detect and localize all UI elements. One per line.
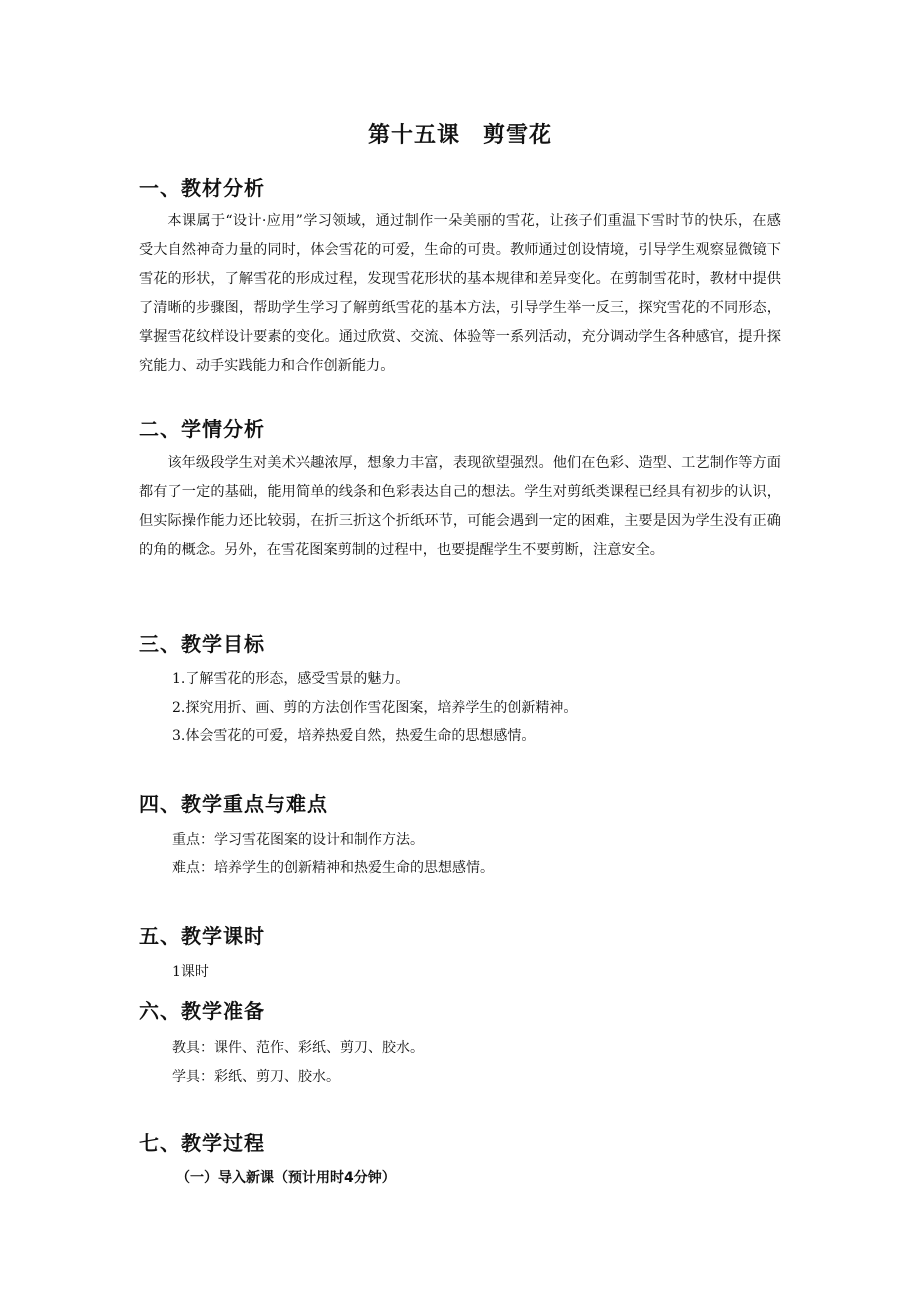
subsection-heading-introduction: （一）导入新课（预计用时4分钟）: [176, 1170, 396, 1186]
section-heading-preparation: 六、教学准备: [139, 999, 265, 1023]
goal-item: 1.了解雪花的形态，感受雪景的魅力。: [172, 671, 410, 687]
goal-item: 2.探究用折、画、剪的方法创作雪花图案，培养学生的创新精神。: [172, 700, 578, 716]
difficulty-item: 难点：培养学生的创新精神和热爱生命的思想感情。: [172, 860, 494, 876]
section-heading-class-hours: 五、教学课时: [139, 924, 265, 948]
section-heading-teaching-process: 七、教学过程: [139, 1131, 265, 1155]
section-heading-key-points: 四、教学重点与难点: [139, 792, 328, 816]
student-materials: 学具：彩纸、剪刀、胶水。: [172, 1069, 340, 1085]
section-heading-teaching-goals: 三、教学目标: [139, 632, 265, 656]
teacher-materials: 教具：课件、范作、彩纸、剪刀、胶水。: [172, 1040, 424, 1056]
section-paragraph-student-analysis: 该年级段学生对美术兴趣浓厚，想象力丰富，表现欲望强烈。他们在色彩、造型、工艺制作等方面都有了一定的基础，能用简单的线条和色彩表达自己的想法。学生对剪纸类课程已经具有初步的认识，但实际操作能力还比较弱，在折三折这个折纸环节，可能会遇到一定的困难，主要是因为学生没有正确的角的概念。另外，在雪花图案剪制的过程中，也要提醒学生不要剪断，注意安全。: [139, 455, 781, 558]
goal-item: 3.体会雪花的可爱，培养热爱自然，热爱生命的思想感情。: [172, 728, 536, 744]
section-paragraph-textbook-analysis: 本课属于“设计·应用”学习领域，通过制作一朵美丽的雪花，让孩子们重温下雪时节的快乐，在感受大自然神奇力量的同时，体会雪花的可爱，生命的可贵。教师通过创设情境，引导学生观察显微镜下雪花的形状，了解雪花的形成过程，发现雪花形状的基本规律和差异变化。在剪制雪花时，教材中提供了清晰的步骤图，帮助学生学习了解剪纸雪花的基本方法，引导学生举一反三，探究雪花的不同形态，掌握雪花纹样设计要素的变化。通过欣赏、交流、体验等一系列活动，充分调动学生各种感官，提升探究能力、动手实践能力和合作创新能力。: [139, 213, 781, 374]
key-point-item: 重点：学习雪花图案的设计和制作方法。: [172, 832, 424, 848]
page-title: 第十五课 剪雪花: [367, 123, 552, 148]
section-heading-textbook-analysis: 一、教材分析: [139, 176, 265, 200]
class-hours-value: 1课时: [172, 964, 209, 980]
section-heading-student-analysis: 二、学情分析: [139, 417, 265, 441]
